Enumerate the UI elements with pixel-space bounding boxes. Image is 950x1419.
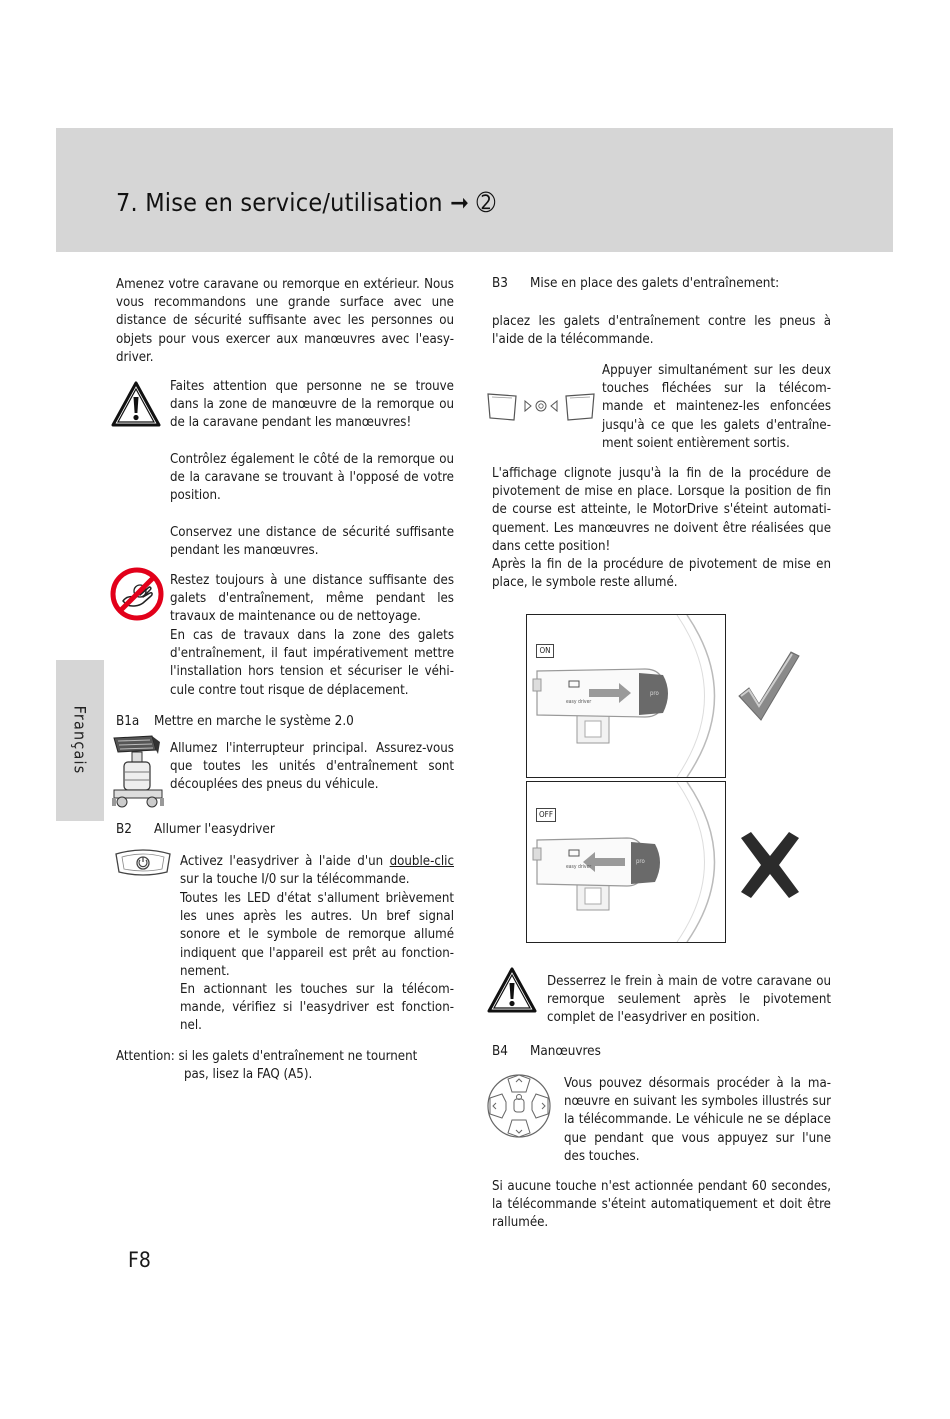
no-hands-icon bbox=[110, 567, 164, 621]
warning-icon bbox=[486, 966, 538, 1014]
section-heading-b3 bbox=[492, 275, 779, 293]
b2-text: Activez l'easydriver à l'aide d'un bbox=[180, 854, 390, 869]
b3-after-paragraph: Après la fin de la procédure de pivotement de mise en place, le symbole reste allumé. bbox=[492, 557, 831, 591]
section-heading-b2 bbox=[116, 821, 275, 839]
no-hands-paragraph-2: En cas de travaux dans la zone des galets d'entraînement, il faut impérativement mettre l'installation hors tension et sécuriser le véhi-cule contre tout risque de déplacement. bbox=[170, 628, 454, 698]
page-number: F8 bbox=[128, 1248, 151, 1272]
unit-badge-off: pro bbox=[636, 858, 645, 865]
attention-note bbox=[116, 1048, 417, 1066]
section-heading-b4 bbox=[492, 1043, 601, 1061]
b4-paragraph: Vous pouvez désormais procéder à la ma-nœuvre en suivant les symboles illustrés sur la télécommande. Le véhicule ne se déplace que pendant que vous appuyez sur l'une des touches. bbox=[564, 1076, 831, 1164]
main-switch-icon bbox=[108, 732, 168, 812]
section-code: B2 bbox=[116, 822, 132, 837]
warning-icon bbox=[110, 380, 162, 428]
double-click-emphasis: double-clic bbox=[389, 854, 454, 869]
unit-brand-off: easy driver bbox=[566, 864, 592, 870]
warning-paragraph-1: Faites attention que personne ne se trouve dans la zone de manœuvre de la remorque ou de la caravane pendant les manœuvres! bbox=[170, 379, 454, 431]
section-title: Mettre en marche le système 2.0 bbox=[154, 714, 354, 729]
section-title: Manœuvres bbox=[530, 1044, 601, 1059]
section-code: B1a bbox=[116, 714, 140, 729]
attention-text: si les galets d'entraînement ne tournent bbox=[174, 1049, 418, 1064]
warning-paragraph-2: Contrôlez également le côté de la remorque ou de la caravane se trouvant à l'opposé de votre position. bbox=[170, 452, 454, 504]
b4-timeout-paragraph: Si aucune touche n'est actionnée pendant 60 secondes, la télécommande s'éteint automatiquement et doit être rallumée. bbox=[492, 1179, 831, 1231]
section-code: B4 bbox=[492, 1044, 508, 1059]
language-tab-label: Français bbox=[70, 705, 90, 775]
b2-paragraph-2: Toutes les LED d'état s'allument brièvement les unes après les autres. Un bref signal sonore et le symbole de remorque allumé indiquent que l'appareil est prêt au fonction-nement. bbox=[180, 891, 454, 979]
section-heading-b1a bbox=[116, 713, 354, 731]
language-tab bbox=[56, 660, 104, 821]
unit-badge-on: pro bbox=[650, 690, 659, 697]
b2-paragraph-3: En actionnant les touches sur la télécom-mande, vérifiez si l'easydriver est fonction-nel. bbox=[180, 982, 454, 1034]
intro-paragraph: Amenez votre caravane ou remorque en extérieur. Nous vous recommandons une grande surface avec une distance de sécurité suffisante avec les personnes ou objets pour vous exercer aux manœuvres avec l'easy-driver. bbox=[116, 277, 454, 365]
section-title: Mise en place des galets d'entraînement: bbox=[530, 276, 780, 291]
section-code: B3 bbox=[492, 276, 508, 291]
checkmark-icon bbox=[735, 648, 801, 724]
on-label: ON bbox=[536, 644, 554, 658]
warning-paragraph-3: Conservez une distance de sécurité suffisante pendant les manœuvres. bbox=[170, 525, 454, 559]
b2-paragraph-1 bbox=[180, 853, 454, 889]
section-title: Allumer l'easydriver bbox=[154, 822, 275, 837]
drive-unit-on-image bbox=[526, 614, 726, 778]
no-hands-paragraph-1: Restez toujours à une distance suffisante des galets d'entraînement, même pendant les travaux de maintenance ou de nettoyage. bbox=[170, 573, 454, 625]
remote-power-button-icon bbox=[112, 848, 174, 876]
remote-arrow-keys-icon bbox=[486, 390, 596, 424]
b3-blink-paragraph: L'affichage clignote jusqu'à la fin de la procédure de pivotement de mise en place. Lorsque la position de fin de course est atteinte, le MotorDrive s'éteint automati-quement. Les manœuvres ne doivent être réalisées que dans cette position! bbox=[492, 466, 831, 554]
cross-icon bbox=[737, 830, 803, 900]
page-title: 7. Mise en service/utilisation ➞ ➁ bbox=[116, 188, 496, 217]
remote-direction-keys-icon bbox=[486, 1068, 552, 1144]
b1a-paragraph: Allumez l'interrupteur principal. Assurez-vous que toutes les unités d'entraînement sont découplées des pneus du véhicule. bbox=[170, 741, 454, 793]
unit-brand-on: easy driver bbox=[566, 699, 592, 705]
attention-note-line-2: pas, lisez la FAQ (A5). bbox=[184, 1067, 313, 1082]
off-label: OFF bbox=[536, 808, 556, 822]
b2-text-end: sur la touche I/0 sur la télécommande. bbox=[180, 872, 410, 888]
b3-paragraph-1: placez les galets d'entraînement contre les pneus à l'aide de la télécommande. bbox=[492, 314, 831, 348]
b3-press-paragraph: Appuyer simultanément sur les deux touches fléchées sur la télécom-mande et maintenez-les enfoncées jusqu'à ce que les galets d'entraîne-ment soient entièrement sortis. bbox=[602, 363, 831, 451]
drive-unit-off-image bbox=[526, 781, 726, 943]
attention-label: Attention: bbox=[116, 1049, 175, 1064]
brake-paragraph: Desserrez le frein à main de votre caravane ou remorque seulement après le pivotement complet de l'easydriver en position. bbox=[547, 974, 831, 1026]
